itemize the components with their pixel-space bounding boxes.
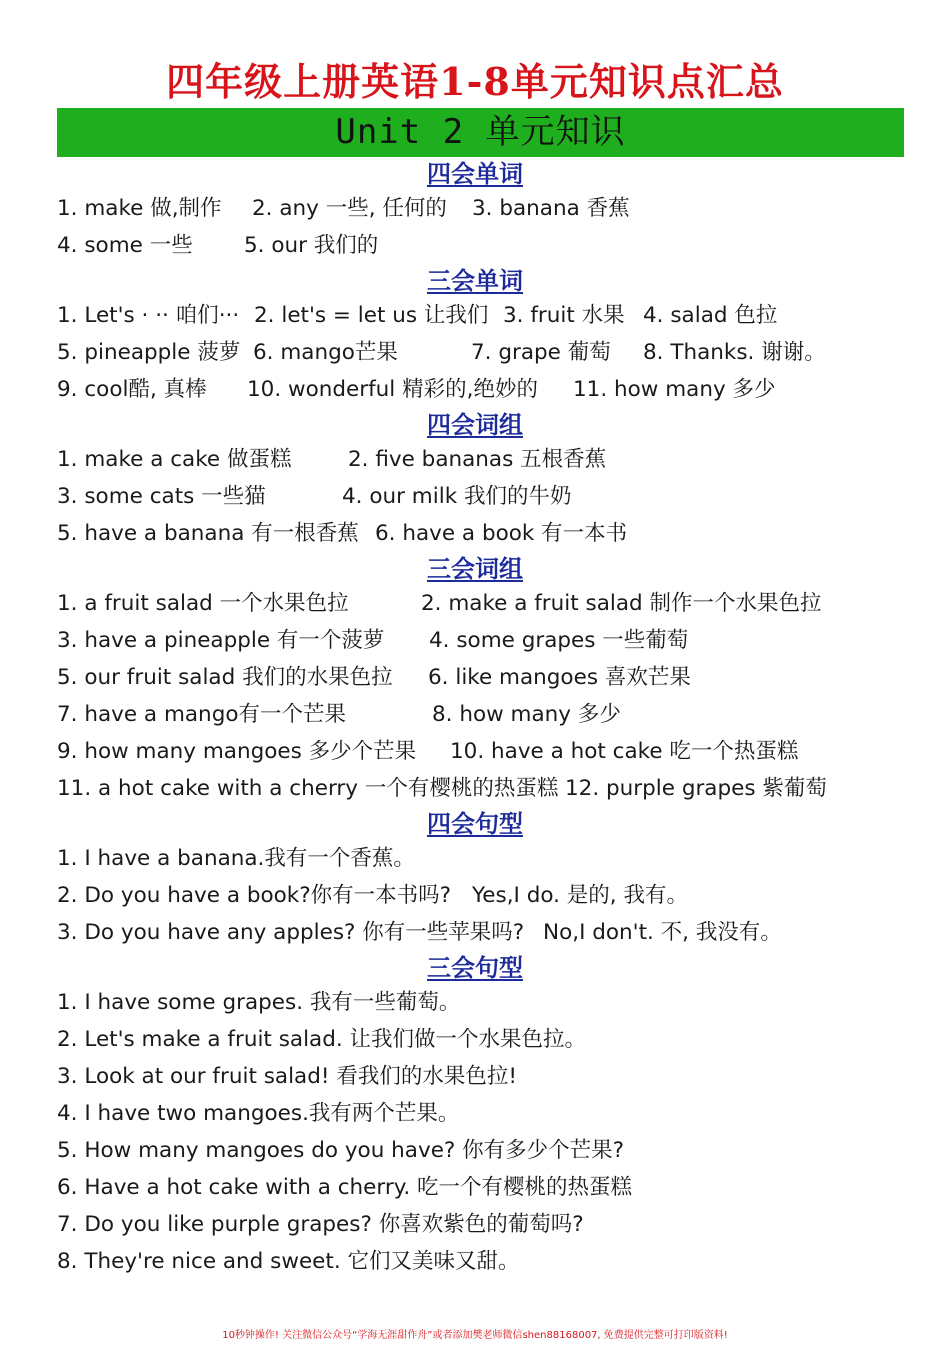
list-item: 4. salad 色拉 (643, 303, 778, 328)
list-item: 4. some grapes 一些葡萄 (429, 628, 689, 653)
unit-title: Unit 2 单元知识 (335, 112, 626, 152)
section-heading-four-phrases: 四会词组 (427, 411, 523, 439)
list-item: 8. Thanks. 谢谢。 (643, 340, 826, 365)
list-item: 9. cool酷, 真棒 (57, 377, 207, 402)
list-item: 11. a hot cake with a cherry 一个有樱桃的热蛋糕 (57, 776, 559, 801)
list-item: 3. have a pineapple 有一个菠萝 (57, 628, 385, 653)
list-item: 3. banana 香蕉 (472, 196, 630, 221)
unit-banner (57, 108, 904, 157)
list-item: 7. grape 葡萄 (471, 340, 611, 365)
list-item: 7. have a mango有一个芒果 (57, 702, 346, 727)
list-item: 6. have a book 有一本书 (375, 521, 628, 546)
section-heading-three-sentences: 三会句型 (427, 954, 523, 982)
list-item: 11. how many 多少 (573, 377, 776, 402)
list-item: 1. I have some grapes. 我有一些葡萄。 (57, 990, 461, 1015)
list-item: 10. wonderful 精彩的,绝妙的 (247, 377, 538, 402)
list-item: 6. mango芒果 (253, 340, 398, 365)
list-item: 3. some cats 一些猫 (57, 484, 266, 509)
list-item: 3. Do you have any apples? 你有一些苹果吗? (57, 920, 525, 945)
list-item: 9. how many mangoes 多少个芒果 (57, 739, 417, 764)
list-item: 10. have a hot cake 吃一个热蛋糕 (450, 739, 799, 764)
list-item: 4. some 一些 (57, 233, 193, 258)
section-heading-three-words: 三会单词 (427, 267, 523, 295)
list-item: 2. any 一些, 任何的 (252, 196, 447, 221)
list-item: 4. our milk 我们的牛奶 (342, 484, 572, 509)
list-item: 1. Let's · ·· 咱们··· (57, 303, 240, 328)
list-item: 5. our 我们的 (244, 233, 379, 258)
list-item: 6. like mangoes 喜欢芒果 (428, 665, 691, 690)
list-item: 7. Do you like purple grapes? 你喜欢紫色的葡萄吗? (57, 1212, 584, 1237)
footer-note: 10秒钟操作! 关注微信公众号“学海无涯甜作舟”或者添加樊老师微信shen88168007, 免费提供完整可打印版资料! (222, 1330, 728, 1341)
list-item: 5. pineapple 菠萝 (57, 340, 241, 365)
document-title: 四年级上册英语1-8单元知识点汇总 (166, 59, 784, 104)
list-item: 2. make a fruit salad 制作一个水果色拉 (421, 591, 822, 616)
list-item: 1. a fruit salad 一个水果色拉 (57, 591, 349, 616)
list-item: 5. our fruit salad 我们的水果色拉 (57, 665, 393, 690)
list-item: Yes,I do. 是的, 我有。 (472, 883, 688, 908)
section-heading-three-phrases: 三会词组 (427, 555, 523, 583)
list-item: 4. I have two mangoes.我有两个芒果。 (57, 1101, 460, 1126)
list-item: 5. have a banana 有一根香蕉 (57, 521, 359, 546)
section-heading-four-sentences: 四会句型 (427, 810, 523, 838)
list-item: 5. How many mangoes do you have? 你有多少个芒果? (57, 1138, 625, 1163)
list-item: 2. five bananas 五根香蕉 (348, 447, 607, 472)
list-item: 1. I have a banana.我有一个香蕉。 (57, 846, 415, 871)
list-item: 1. make 做,制作 (57, 196, 222, 221)
list-item: 2. Let's make a fruit salad. 让我们做一个水果色拉。 (57, 1027, 587, 1052)
section-heading-four-words: 四会单词 (427, 160, 523, 188)
list-item: 3. Look at our fruit salad! 看我们的水果色拉! (57, 1064, 517, 1089)
list-item: 6. Have a hot cake with a cherry. 吃一个有樱桃的热蛋糕 (57, 1175, 633, 1200)
list-item: 2. Do you have a book?你有一本书吗? (57, 883, 452, 908)
list-item: 8. They're nice and sweet. 它们又美味又甜。 (57, 1249, 520, 1274)
list-item: 2. let's = let us 让我们 (254, 303, 489, 328)
list-item: 1. make a cake 做蛋糕 (57, 447, 292, 472)
list-item: 12. purple grapes 紫葡萄 (565, 776, 827, 801)
list-item: No,I don't. 不, 我没有。 (543, 920, 782, 945)
list-item: 8. how many 多少 (432, 702, 621, 727)
list-item: 3. fruit 水果 (503, 303, 625, 328)
